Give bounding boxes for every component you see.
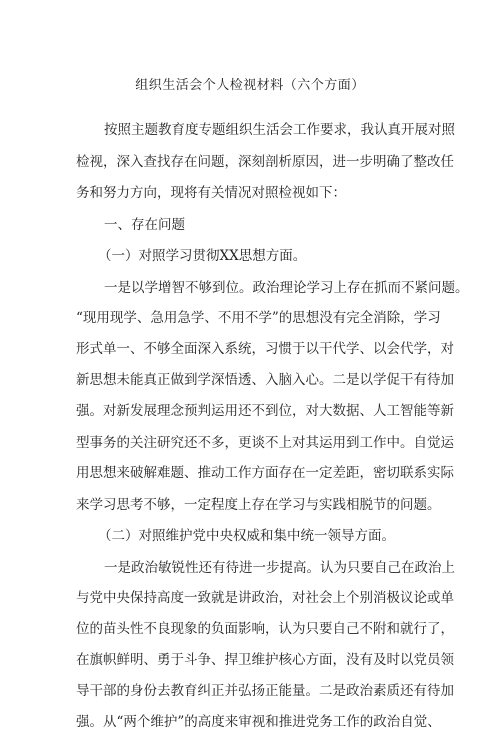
paragraph-line: 来学习思考不够，一定程度上存在学习与实践相脱节的问题。 (76, 497, 441, 513)
subsection-heading: （二）对照维护党中央权威和集中统一领导方面。 (98, 528, 395, 544)
paragraph-line: 导干部的身份去教育纠正并弘扬正能量。二是政治素质还有待加 (76, 683, 454, 699)
paragraph-line: 一是政治敏锐性还有待进一步提高。认为只要自己在政治上 (104, 560, 455, 576)
paragraph-line: 按照主题教育度专题组织生活会工作要求，我认真开展对照 (104, 122, 455, 138)
document-title: 组织生活会个人检视材料（六个方面） (135, 78, 365, 93)
section-heading: 一、存在问题 (104, 217, 185, 233)
paragraph-line: 新思想未能真正做到学深悟透、入脑入心。二是以学促干有待加 (76, 372, 454, 388)
paragraph-line: 强。对新发展理念预判运用还不到位，对大数据、人工智能等新 (76, 403, 454, 419)
paragraph-line: “现用现学、急用急学、不用不学”的思想没有完全消除，学习 (76, 310, 441, 326)
paragraph-line: 用思想来破解难题、推动工作方面存在一定差距，密切联系实际 (76, 465, 454, 481)
paragraph-line: 位的苗头性不良现象的负面影响，认为只要自己不附和就行了， (76, 621, 454, 637)
paragraph-line: 强。从“两个维护”的高度来审视和推进党务工作的政治自觉、 (76, 714, 441, 730)
paragraph-line: 检视，深入查找存在问题，深刻剖析原因，进一步明确了整改任 (76, 154, 454, 170)
paragraph-line: 在旗帜鲜明、勇于斗争、捍卫维护核心方面，没有及时以党员领 (76, 652, 454, 668)
paragraph-line: 形式单一、不够全面深入系统，习惯于以干代学、以会代学，对 (76, 341, 454, 357)
paragraph-line: 与党中央保持高度一致就是讲政治，对社会上个别消极议论或单 (76, 590, 454, 606)
paragraph-line: 型事务的关注研究还不多，更谈不上对其运用到工作中。自觉运 (76, 435, 454, 451)
paragraph-line: 一是以学增智不够到位。政治理论学习上存在抓而不紧问题。 (104, 280, 469, 296)
subsection-heading: （一）对照学习贯彻XX思想方面。 (98, 248, 307, 264)
paragraph-line: 务和努力方向，现将有关情况对照检视如下： (76, 185, 346, 201)
